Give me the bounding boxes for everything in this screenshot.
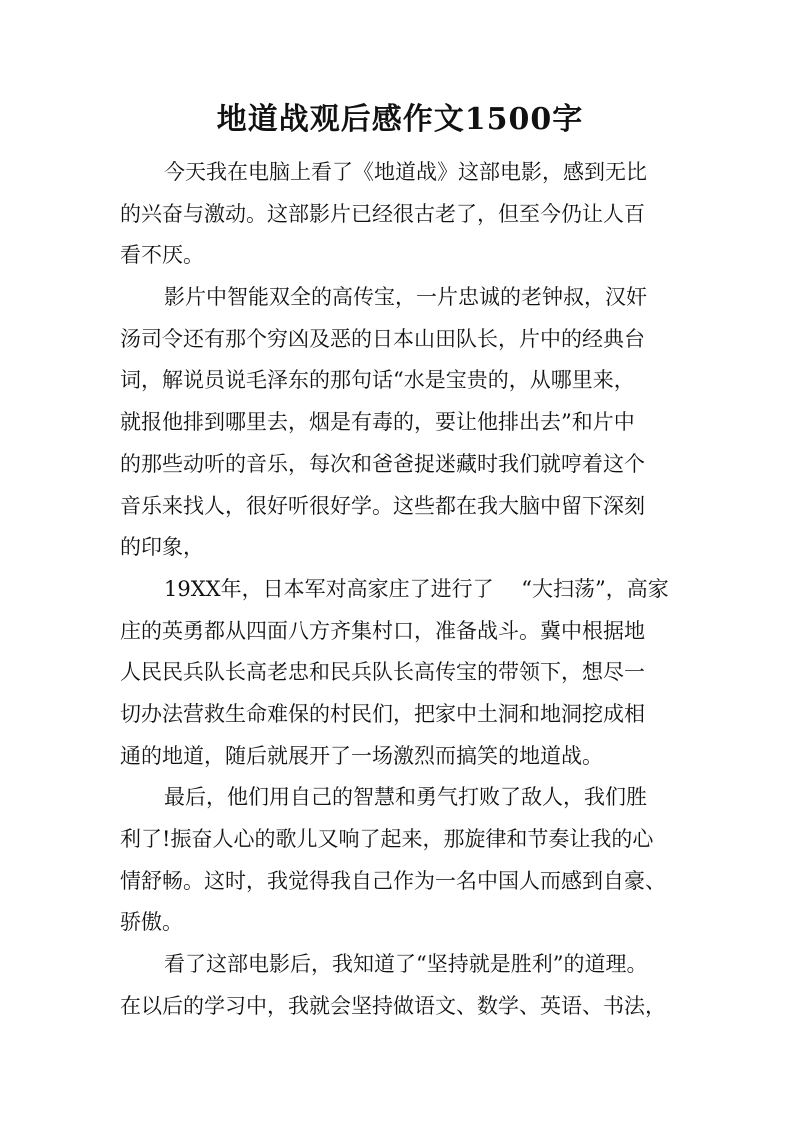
text-line: 就报他排到哪里去，烟是有毒的，要让他排出去”和片中 [120, 410, 635, 435]
text-line: 影片中智能双全的高传宝，一片忠诚的老钟叔，汉奸 [164, 285, 647, 310]
text-line: 汤司令还有那个穷凶及恶的日本山田队长，片中的经典台 [120, 326, 645, 351]
document-body [120, 152, 690, 1027]
text-line: 最后，他们用自己的智慧和勇气打败了敌人，我们胜 [164, 785, 647, 810]
text-line: 的兴奋与激动。这部影片已经很古老了，但至今仍让人百 [120, 201, 645, 226]
text-line: 今天我在电脑上看了《地道战》这部电影，感到无比 [164, 160, 647, 184]
text-line: 19XX年，日本军对高家庄了进行了 “大扫荡”，高家 [164, 576, 669, 601]
text-line: 的印象， [120, 535, 204, 560]
text-line: 利了!振奋人心的歌儿又响了起来，那旋律和节奏让我的心 [120, 827, 654, 851]
text-line: 词，解说员说毛泽东的那句话“水是宝贵的，从哪里来， [120, 368, 635, 393]
text-line: 人民民兵队长高老忠和民兵队长高传宝的带领下，想尽一 [120, 660, 645, 685]
text-line: 骄傲。 [120, 910, 183, 935]
text-line: 通的地道，随后就展开了一场激烈而搞笑的地道战。 [120, 743, 603, 768]
text-line: 音乐来找人，很好听很好学。这些都在我大脑中留下深刻 [120, 493, 645, 518]
text-line: 庄的英勇都从四面八方齐集村口，准备战斗。冀中根据地 [120, 618, 645, 643]
text-line: 看不厌。 [120, 243, 204, 268]
document-title: 地道战观后感作文1500字 [216, 102, 584, 137]
text-line: 切办法营救生命难保的村民们，把家中土洞和地洞挖成相 [120, 701, 645, 726]
text-line: 看了这部电影后，我知道了“坚持就是胜利”的道理。 [164, 952, 648, 977]
text-line: 在以后的学习中，我就会坚持做语文、数学、英语、书法， [120, 993, 666, 1018]
text-line: 的那些动听的音乐，每次和爸爸捉迷藏时我们就哼着这个 [120, 451, 645, 476]
text-line: 情舒畅。这时，我觉得我自己作为一名中国人而感到自豪、 [120, 868, 666, 893]
